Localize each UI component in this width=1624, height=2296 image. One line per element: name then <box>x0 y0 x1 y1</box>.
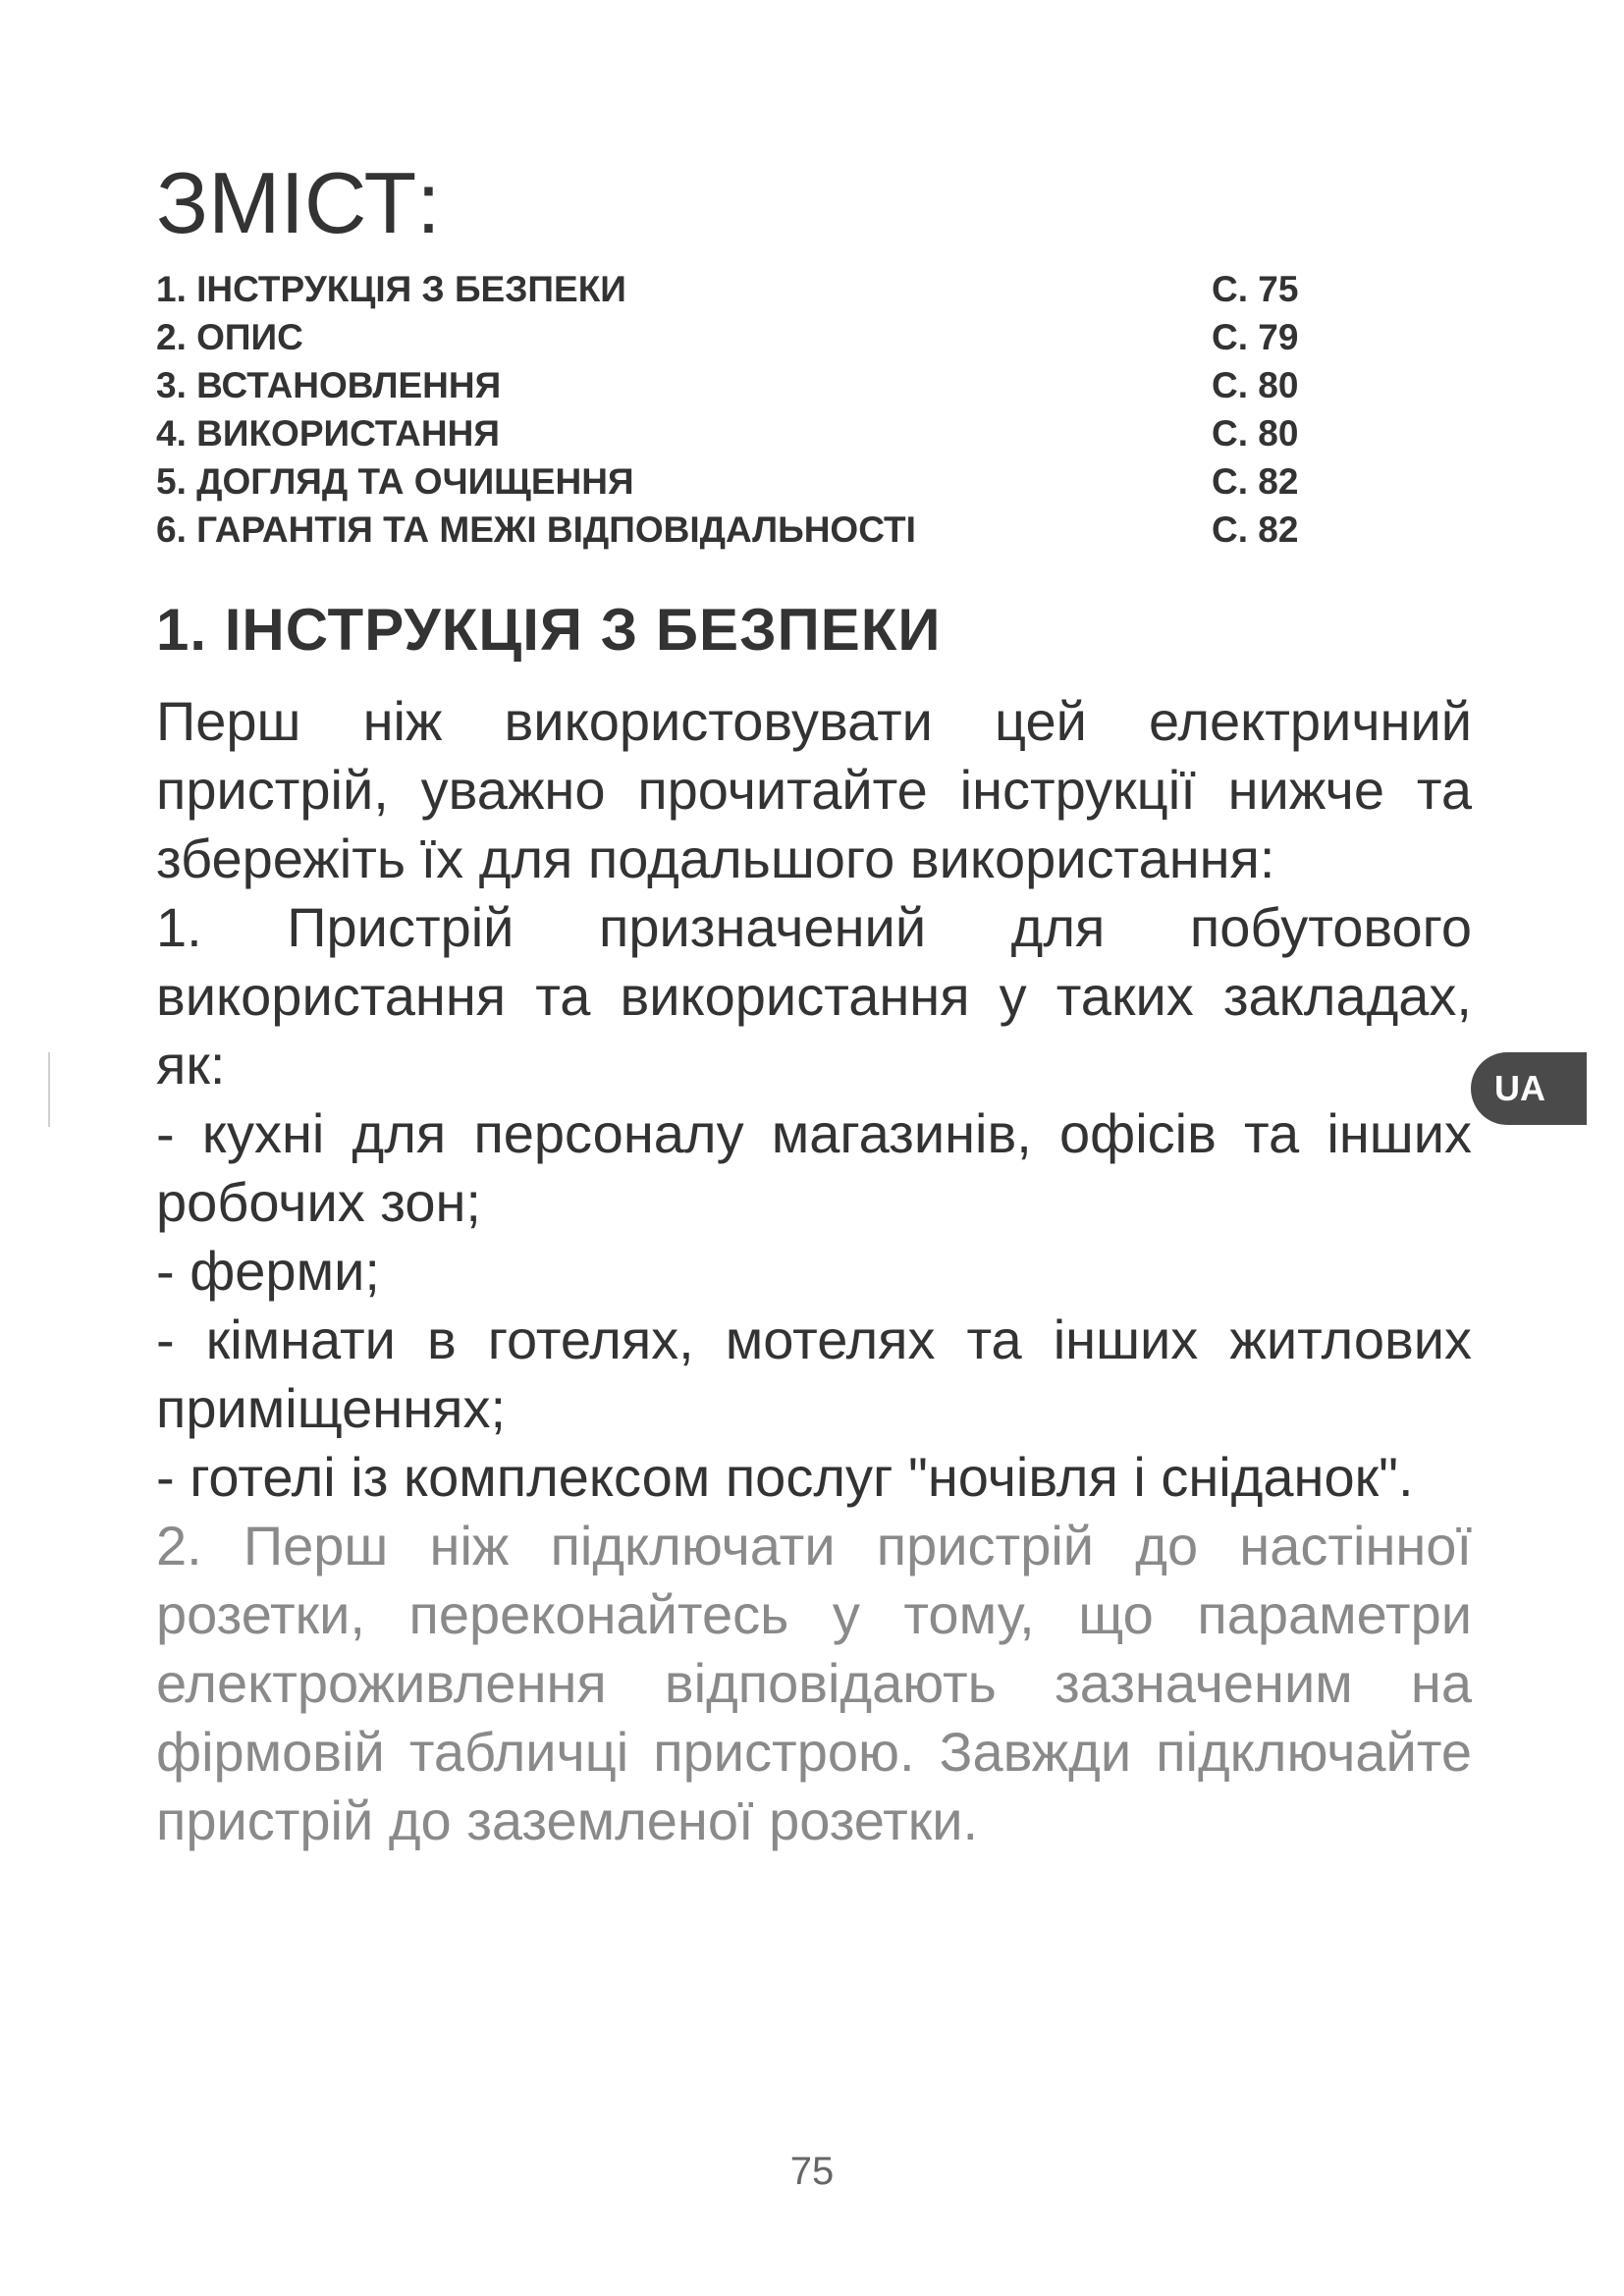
section-heading: 1. ІНСТРУКЦІЯ З БЕЗПЕКИ <box>156 597 942 663</box>
toc-item-page: С. 79 <box>1212 316 1299 357</box>
toc-item <box>156 506 1310 554</box>
margin-rule <box>48 1052 50 1127</box>
toc-item <box>156 313 1310 361</box>
toc-item-page: С. 80 <box>1212 364 1299 405</box>
toc-item-label: 3. ВСТАНОВЛЕННЯ <box>156 364 502 405</box>
toc-item <box>156 361 1310 409</box>
toc-item <box>156 457 1310 506</box>
list-item: - кухні для персоналу магазинів, офісів та інших робочих зон; <box>156 1102 1472 1233</box>
intro-paragraph: Перш ніж використовувати цей електричний пристрій, уважно прочитайте інструкції нижче та збережіть їх для подальшого використання: <box>156 690 1472 889</box>
toc-item <box>156 265 1310 313</box>
instruction-item-2: 2. Перш ніж підключати пристрій до настінної розетки, переконайтесь у тому, що параметри електроживлення відповідають зазначеним на фірмовій табличці пристрою. Завжди підключайте пристрій до заземленої розетки. <box>156 1515 1472 1851</box>
language-tab: UA <box>1471 1052 1587 1125</box>
toc-item-page: С. 80 <box>1212 412 1299 454</box>
list-item: - готелі із комплексом послуг "ночівля і сніданок". <box>156 1446 1414 1508</box>
toc-item-label: 6. ГАРАНТІЯ ТА МЕЖІ ВІДПОВІДАЛЬНОСТІ <box>156 508 916 550</box>
toc-title: ЗМІСТ: <box>156 154 441 251</box>
toc-item-page: С. 82 <box>1212 508 1299 550</box>
section-body <box>156 687 1472 1855</box>
list-item: - кімнати в готелях, мотелях та інших житлових приміщеннях; <box>156 1308 1472 1439</box>
toc-item <box>156 409 1310 457</box>
toc-item-label: 4. ВИКОРИСТАННЯ <box>156 412 500 454</box>
table-of-contents <box>156 265 1310 554</box>
toc-item-page: С. 82 <box>1212 460 1299 502</box>
toc-item-label: 2. ОПИС <box>156 316 303 357</box>
instruction-item-1: 1. Пристрій призначений для побутового використання та використання у таких закладах, як: <box>156 896 1472 1095</box>
toc-item-label: 5. ДОГЛЯД ТА ОЧИЩЕННЯ <box>156 460 634 502</box>
toc-item-page: С. 75 <box>1212 268 1299 309</box>
toc-item-label: 1. ІНСТРУКЦІЯ З БЕЗПЕКИ <box>156 268 626 309</box>
page-number: 75 <box>789 2150 835 2193</box>
list-item: - ферми; <box>156 1240 380 1302</box>
